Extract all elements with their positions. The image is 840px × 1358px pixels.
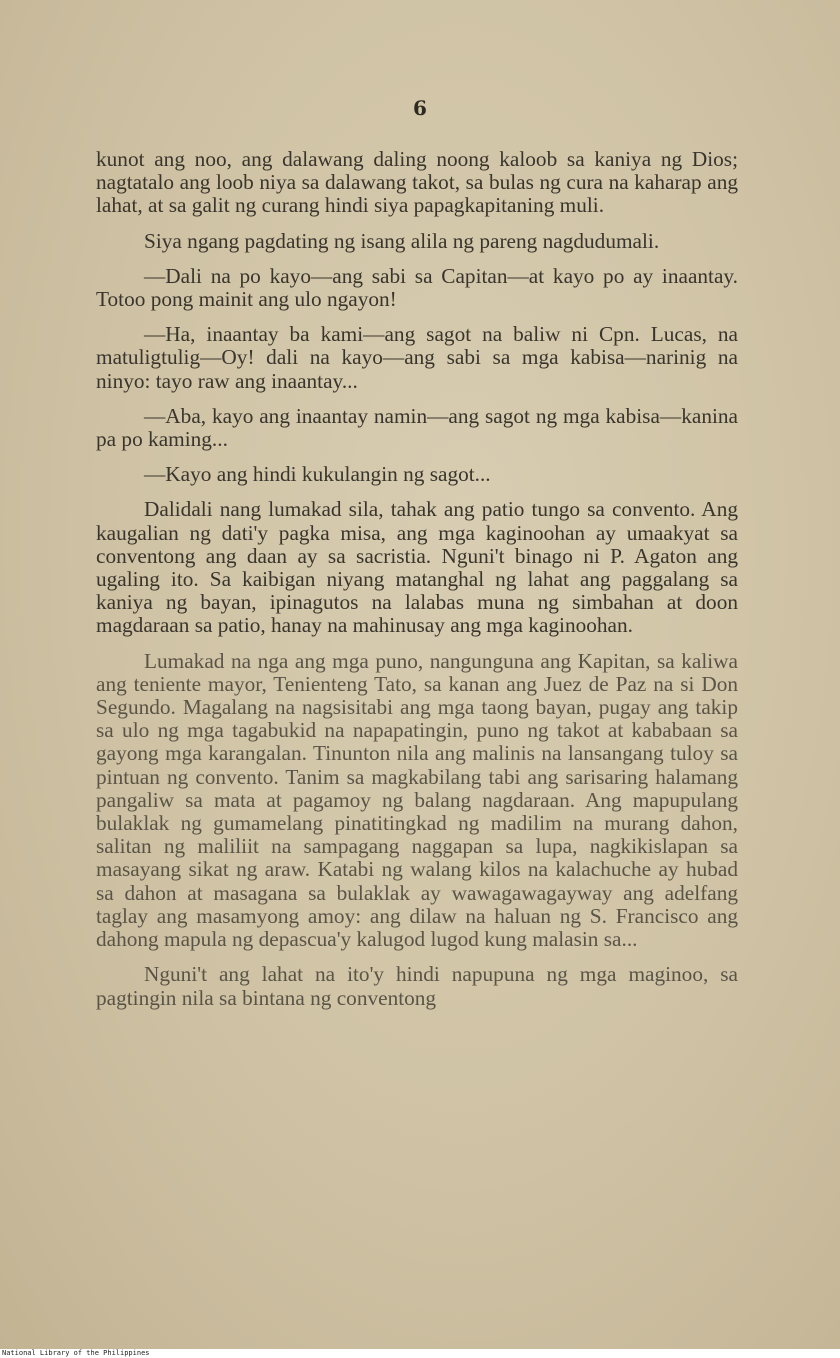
page-number: 6 xyxy=(413,96,427,120)
body-text xyxy=(96,148,738,1022)
paragraph: Nguni't ang lahat na ito'y hindi napupuna ng mga maginoo, sa pagtingin nila sa bintana ng conventong xyxy=(96,962,738,1010)
paragraph: kunot ang noo, ang dalawang daling noong kaloob sa kaniya ng Dios; nagtatalo ang loob niya sa dalawang takot, sa bulas ng cura na kaharap ang lahat, at sa galit ng curang hindi siya papagkapitaning muli. xyxy=(96,147,738,218)
paragraph: Dalidali nang lumakad sila, tahak ang patio tungo sa convento. Ang kaugalian ng dati'y pagka misa, ang mga kaginoohan ay umaakyat sa conventong ang daan ay sa sacristia. Nguni't binago ni P. Agaton ang ugaling ito. Sa kaibigan niyang matanghal ng lahat ang paggalang sa kaniya ng bayan, ipinagutos na lalabas muna ng simbahan at doon magdaraan sa patio, hanay na mahinusay ang mga kaginoohan. xyxy=(96,497,738,638)
paragraph: Siya ngang pagdating ng isang alila ng pareng nagdudumali. xyxy=(144,228,660,253)
paragraph: —Aba, kayo ang inaantay namin—ang sagot ng mga kabisa—kanina pa po kaming... xyxy=(96,403,738,452)
paragraph: —Dali na po kayo—ang sabi sa Capitan—at kayo po ay inaantay. Totoo pong mainit ang ulo ngayon! xyxy=(96,263,738,312)
paragraph: Lumakad na nga ang mga puno, nangunguna ang Kapitan, sa kaliwa ang teniente mayor, Tenienteng Tato, sa kanan ang Juez de Paz na si Don Segundo. Magalang na nagsisitabi ang mga taong bayan, pugay ang takip sa ulo ng mga tagabukid na napapatingin, puno ng takot at kababaan sa gayong mga karangalan. Tinunton nila ang malinis na lansangang tuloy sa pintuan ng convento. Tanim sa magkabilang tabi ang sarisaring halamang pangaliw sa mata at pagamoy ng balang nagdaraan. Ang mapupulang bulaklak ng gumamelang pinatitingkad ng madilim na murang dahon, salitan ng maliliit na sampagang naggapan sa lupa, nagkikislapan sa masayang sikat ng araw. Katabi ng walang kilos na kalachuche ay hubad sa dahon at masagana sa bulaklak ay wawagawagayway ang adelfang taglay ang masamyong amoy: ang dilaw na haluan ng S. Francisco ang dahong mapula ng depascua'y kalugod lugod kung malasin sa... xyxy=(96,648,738,952)
footer-credit: National Library of the Philippines xyxy=(2,1349,150,1357)
paragraph: —Kayo ang hindi kukulangin ng sagot... xyxy=(144,462,491,487)
footer-bar xyxy=(0,1349,840,1358)
paragraph: —Ha, inaantay ba kami—ang sagot na baliw ni Cpn. Lucas, na matuligtulig—Oy! dali na kayo—ang sabi sa mga kabisa—narinig na ninyo: tayo raw ang inaantay... xyxy=(96,322,738,393)
